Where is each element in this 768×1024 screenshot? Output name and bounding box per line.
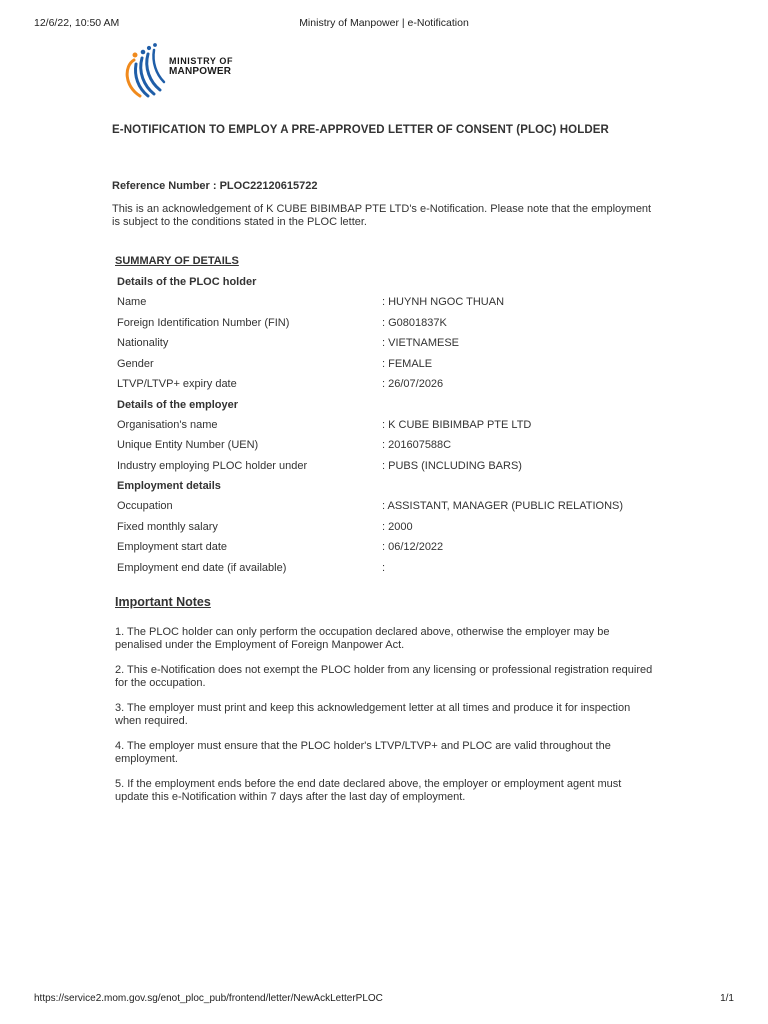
- important-notes-list: [115, 626, 655, 816]
- detail-label: Occupation: [117, 500, 173, 512]
- detail-row: [117, 374, 677, 395]
- detail-row: [117, 517, 677, 538]
- detail-row: [117, 558, 677, 579]
- detail-label: Industry employing PLOC holder under: [117, 459, 308, 472]
- detail-row: [117, 496, 677, 517]
- detail-value: : G0801837K: [382, 316, 447, 329]
- detail-row: [117, 354, 677, 375]
- detail-value: : ASSISTANT, MANAGER (PUBLIC RELATIONS): [382, 500, 624, 512]
- detail-label: Unique Entity Number (UEN): [117, 439, 259, 451]
- section-heading-ploc-holder: Details of the PLOC holder: [117, 276, 257, 288]
- detail-row: [117, 415, 677, 436]
- print-url: https://service2.mom.gov.sg/enot_ploc_pub/frontend/letter/NewAckLetterPLOC: [34, 993, 383, 1004]
- detail-value: : PUBS (INCLUDING BARS): [382, 459, 522, 472]
- detail-label: Foreign Identification Number (FIN): [117, 316, 290, 329]
- detail-value: : 2000: [382, 520, 413, 533]
- detail-value: : VIETNAMESE: [382, 337, 460, 349]
- print-page-number: 1/1: [720, 993, 734, 1004]
- detail-row: [117, 537, 677, 558]
- print-footer: [34, 993, 734, 1007]
- note-item: 1. The PLOC holder can only perform the occupation declared above, otherwise the employer may be penalised under the Employment of Foreign Manpower Act.: [115, 626, 610, 651]
- print-datetime: 12/6/22, 10:50 AM: [34, 17, 120, 29]
- detail-label: Employment end date (if available): [117, 561, 287, 574]
- details-table: [117, 272, 677, 578]
- logo-line-2: MANPOWER: [169, 66, 232, 77]
- note-item: 2. This e-Notification does not exempt the PLOC holder from any licensing or professional registration required for the occupation.: [115, 664, 653, 689]
- detail-label: Fixed monthly salary: [117, 520, 218, 533]
- reference-number: Reference Number : PLOC22120615722: [112, 180, 318, 192]
- detail-label: LTVP/LTVP+ expiry date: [117, 378, 237, 390]
- detail-label: Employment start date: [117, 541, 228, 553]
- important-notes-heading: Important Notes: [115, 595, 211, 609]
- detail-label: Name: [117, 296, 147, 308]
- detail-value: : HUYNH NGOC THUAN: [382, 296, 505, 308]
- detail-value: :: [382, 561, 386, 574]
- logo-line-1: MINISTRY OF: [169, 56, 234, 66]
- detail-label: Gender: [117, 357, 154, 370]
- detail-value: : 06/12/2022: [382, 541, 444, 553]
- detail-value: : K CUBE BIBIMBAP PTE LTD: [382, 418, 532, 431]
- print-page-title: Ministry of Manpower | e-Notification: [299, 17, 469, 29]
- detail-row: [117, 292, 677, 313]
- note-item: 3. The employer must print and keep this acknowledgement letter at all times and produce it for inspection when required.: [115, 702, 631, 727]
- detail-value: : FEMALE: [382, 357, 433, 370]
- mom-logo-emblem-icon: [122, 42, 168, 100]
- detail-row: [117, 313, 677, 334]
- note-item: 4. The employer must ensure that the PLOC holder's LTVP/LTVP+ and PLOC are valid throughout the employment.: [115, 740, 611, 765]
- detail-label: Organisation's name: [117, 418, 218, 431]
- section-heading-employer: Details of the employer: [117, 398, 239, 411]
- detail-row: [117, 435, 677, 456]
- note-item: 5. If the employment ends before the end date declared above, the employer or employment agent must update this e-Notification within 7 days after the last day of employment.: [115, 778, 622, 803]
- section-heading-employment: Employment details: [117, 480, 221, 492]
- detail-value: : 201607588C: [382, 439, 452, 451]
- detail-row: [117, 456, 677, 477]
- detail-row: [117, 333, 677, 354]
- print-header: [34, 17, 734, 31]
- document-title: E-NOTIFICATION TO EMPLOY A PRE-APPROVED LETTER OF CONSENT (PLOC) HOLDER: [112, 124, 609, 136]
- summary-heading: SUMMARY OF DETAILS: [115, 255, 239, 267]
- intro-paragraph: This is an acknowledgement of K CUBE BIBIMBAP PTE LTD's e-Notification. Please note that the employment is subject to the conditions stated in the PLOC letter.: [112, 203, 652, 228]
- mom-logo: [122, 42, 252, 102]
- detail-value: : 26/07/2026: [382, 378, 444, 390]
- detail-label: Nationality: [117, 337, 169, 349]
